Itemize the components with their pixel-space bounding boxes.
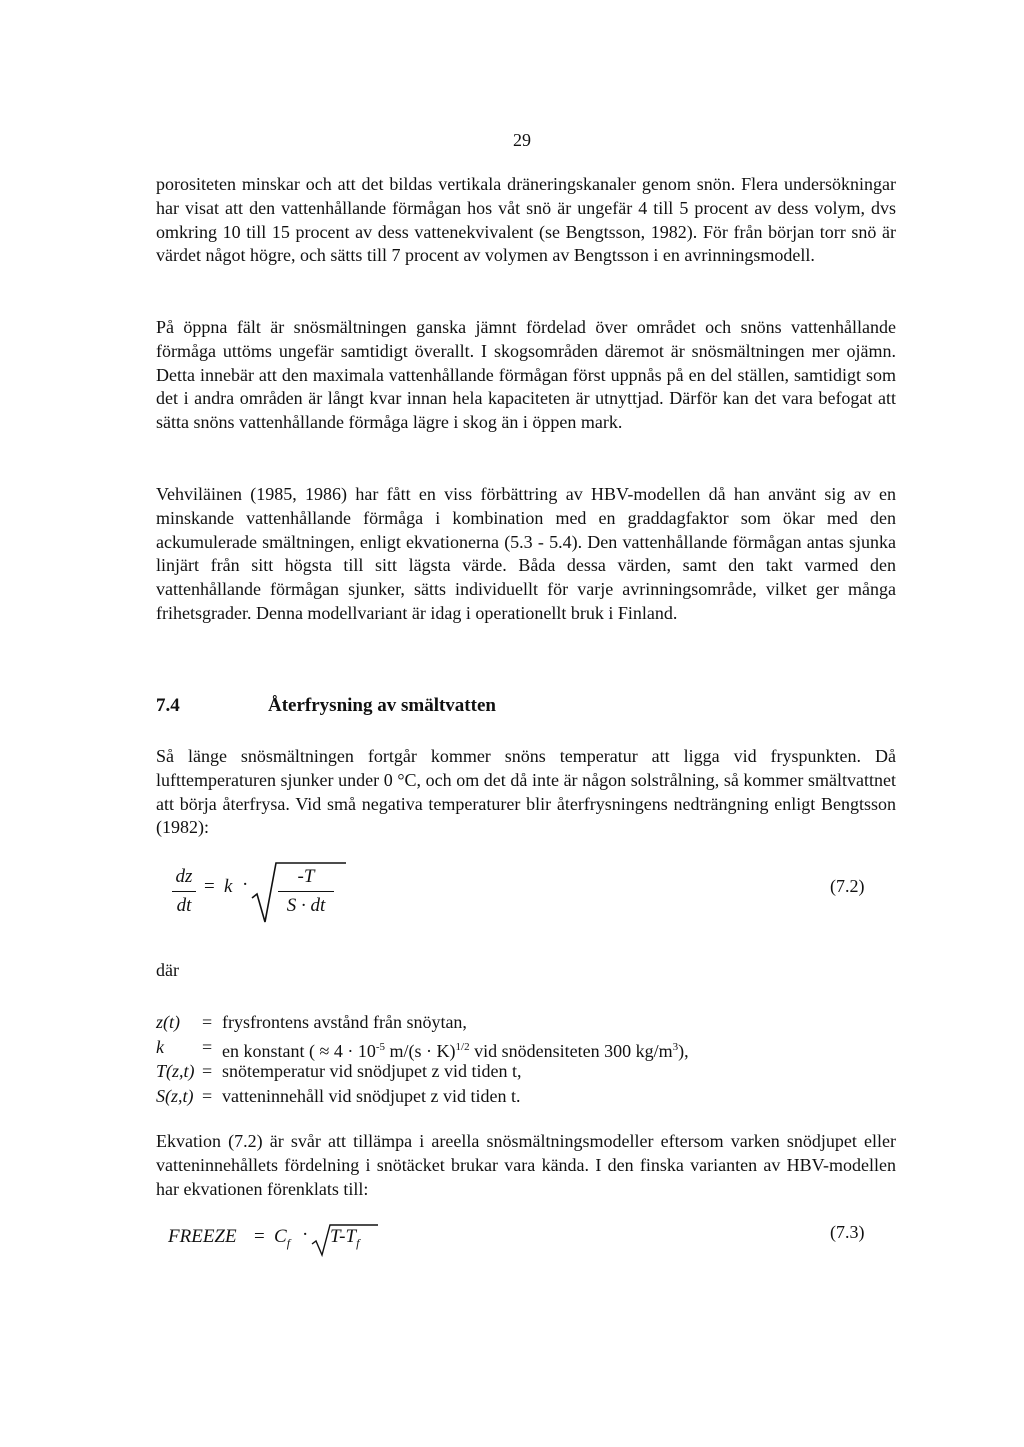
definition-symbol: S(z,t) bbox=[156, 1085, 194, 1106]
definition-equals: = bbox=[202, 1036, 213, 1057]
text-part: ), bbox=[678, 1040, 689, 1061]
coefficient bbox=[274, 1226, 290, 1251]
coefficient-letter: C bbox=[274, 1226, 287, 1247]
text-part: vid snödensiteten 300 kg/m bbox=[469, 1040, 673, 1061]
fraction-bar bbox=[172, 891, 196, 892]
radicand-subscript: f bbox=[356, 1235, 360, 1250]
definition-equals: = bbox=[202, 1012, 213, 1032]
definition-equals: = bbox=[202, 1061, 213, 1082]
definition-row bbox=[156, 1084, 689, 1109]
radicand bbox=[330, 1226, 359, 1251]
rhs-denominator: S · dt bbox=[286, 895, 326, 916]
constant-k: k bbox=[224, 876, 233, 897]
lhs-fraction bbox=[172, 864, 196, 919]
exponent: 1/2 bbox=[455, 1040, 470, 1053]
definition-symbol: z(t) bbox=[156, 1012, 180, 1032]
definition-equals: = bbox=[202, 1085, 213, 1106]
equation-number-7-2: (7.2) bbox=[830, 876, 865, 896]
definition-text: vatteninnehåll vid snödjupet z vid tiden t. bbox=[222, 1085, 521, 1106]
definition-symbol: k bbox=[156, 1036, 164, 1057]
where-label: där bbox=[156, 960, 179, 980]
multiply-dot: · bbox=[242, 874, 249, 895]
section-intro-paragraph: Så länge snösmältningen fortgår kommer snöns temperatur att ligga vid fryspunkten. Då lufttemperaturen sjunker under 0 °C, och om det då inte är någon solstrålning, så kommer smältvattnet att börja återfrysa. Vid små negativa temperaturer blir återfrysningens nedträngning enligt Bengtsson (1982): bbox=[156, 746, 896, 838]
equation-number-7-3: (7.3) bbox=[830, 1222, 865, 1242]
definition-row bbox=[156, 1035, 689, 1060]
equation-7-2 bbox=[162, 858, 382, 928]
paragraph-1: porositeten minskar och att det bildas vertikala dräneringskanaler genom snön. Flera undersökningar har visat att den vattenhållande förmågan hos våt snö är ungefär 4 till 5 procent av dess volym, dvs omkring 10 till 15 procent av dess vattenekvivalent (se Bengtsson, 1982). För från början torr snö är värdet något högre, och sätts till 7 procent av volymen av Bengtsson i en avrinningsmodell. bbox=[156, 174, 896, 266]
section-title: Återfrysning av smältvatten bbox=[268, 695, 496, 716]
definition-row bbox=[156, 1059, 689, 1084]
text-part: m/(s · K) bbox=[385, 1040, 456, 1061]
definition-text: frysfrontens avstånd från snöytan, bbox=[222, 1012, 467, 1032]
page-number: 29 bbox=[513, 130, 531, 150]
definition-text: snötemperatur vid snödjupet z vid tiden t, bbox=[222, 1061, 522, 1082]
exponent: -5 bbox=[375, 1040, 386, 1053]
freeze-symbol: FREEZE bbox=[168, 1226, 237, 1247]
definition-row bbox=[156, 1010, 689, 1035]
text-part: en konstant ( ≈ 4 · 10 bbox=[222, 1040, 376, 1061]
closing-paragraph: Ekvation (7.2) är svår att tillämpa i areella snösmältningsmodeller eftersom varken snödjupet eller vatteninnehållets fördelning i snötäcket brukar vara kända. I den finska varianten av HBV-modellen har ekvationen förenklats till: bbox=[156, 1131, 896, 1199]
rhs-numerator: -T bbox=[297, 866, 315, 887]
equals-sign: = bbox=[204, 876, 215, 897]
rhs-fraction bbox=[278, 864, 334, 919]
equation-7-3 bbox=[168, 1222, 408, 1258]
lhs-denominator: dt bbox=[176, 895, 192, 916]
exponent: 3 bbox=[672, 1040, 679, 1053]
section-number: 7.4 bbox=[156, 695, 180, 716]
paragraph-3: Vehviläinen (1985, 1986) har fått en viss förbättring av HBV-modellen då han använt sig av en minskande vattenhållande förmåga i kombination med en graddagfaktor som ökar med den ackumulerade smältningen, enligt ekvationerna (5.3 - 5.4). Den vattenhållande förmågan antas sjunka linjärt från sitt högsta till sitt lägsta värde. Båda dessa värden, samt den takt varmed den vattenhållande förmågan sjunker, sätts individuellt för varje avrinningsområde, vilket ger många frihetsgrader. Denna modellvariant är idag i operationellt bruk i Finland. bbox=[156, 484, 896, 623]
lhs-numerator: dz bbox=[175, 866, 193, 887]
coefficient-subscript: f bbox=[286, 1235, 291, 1250]
multiply-dot: · bbox=[302, 1224, 309, 1245]
paragraph-2: På öppna fält är snösmältningen ganska jämnt fördelad över området och snöns vattenhållande förmåga uttöms ungefär samtidigt överallt. I skogsområden däremot är snösmältningen mer ojämn. Detta innebär att den maximala vattenhållande förmågan först uppnås på en del ställen, samtidigt som det i andra områden är långt kvar innan hela kapaciteten är utnyttjad. Därför kan det vara befogat att sätta snöns vattenhållande förmåga lägre i skog än i öppen mark. bbox=[156, 317, 896, 433]
equals-sign: = bbox=[254, 1226, 265, 1247]
definition-list bbox=[156, 1010, 689, 1108]
definition-symbol: T(z,t) bbox=[156, 1061, 195, 1082]
fraction-bar bbox=[278, 891, 334, 892]
definition-text bbox=[222, 1035, 689, 1060]
radicand-text: T-T bbox=[330, 1226, 357, 1247]
